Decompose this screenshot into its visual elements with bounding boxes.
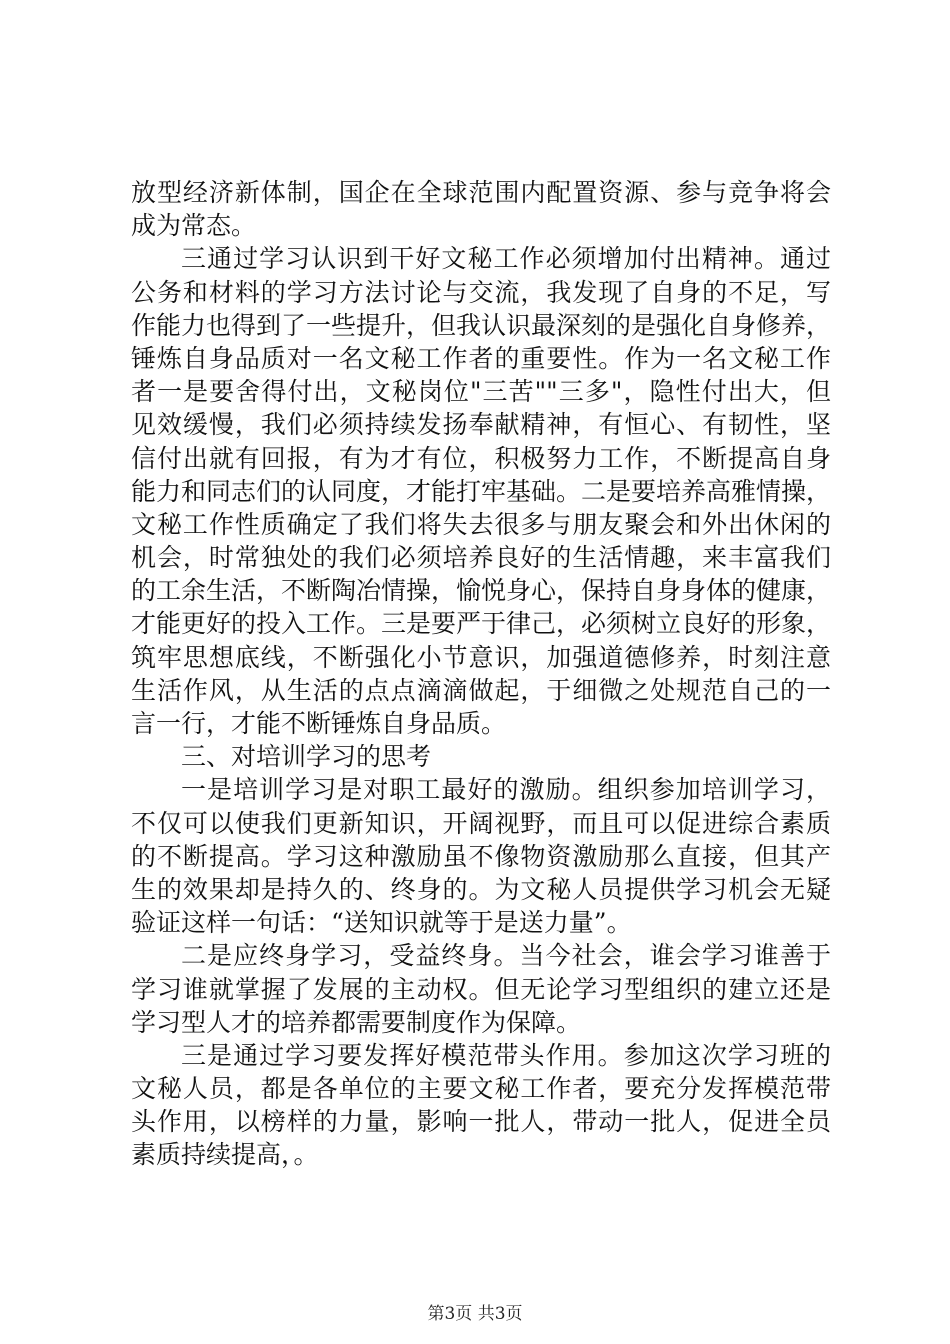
- text-line: 文秘人员，都是各单位的主要文秘工作者，要充分发挥模范带: [131, 1074, 831, 1104]
- text-line: 三通过学习认识到干好文秘工作必须增加付出精神。通过: [181, 244, 831, 274]
- text-line: 锤炼自身品质对一名文秘工作者的重要性。作为一名文秘工作: [131, 343, 831, 373]
- text-line: 学习谁就掌握了发展的主动权。但无论学习型组织的建立还是: [131, 974, 831, 1004]
- text-line: 头作用，以榜样的力量，影响一批人，带动一批人，促进全员: [131, 1107, 831, 1137]
- text-line: 公务和材料的学习方法讨论与交流，我发现了自身的不足，写: [131, 277, 831, 307]
- text-line: 筑牢思想底线，不断强化小节意识，加强道德修养，时刻注意: [131, 642, 831, 672]
- text-line: 放型经济新体制，国企在全球范围内配置资源、参与竞争将会: [131, 178, 831, 207]
- text-line: 的不断提高。学习这种激励虽不像物资激励那么直接，但其产: [131, 841, 831, 871]
- text-line: 信付出就有回报，有为才有位，积极努力工作，不断提高自身: [131, 443, 831, 473]
- page-footer: 第3页 共3页: [427, 1304, 523, 1324]
- text-line: 不仅可以使我们更新知识，开阔视野，而且可以促进综合素质: [131, 808, 831, 838]
- text-line: 才能更好的投入工作。三是要严于律己，必须树立良好的形象，: [131, 609, 832, 639]
- text-line: 文秘工作性质确定了我们将失去很多与朋友聚会和外出休闲的: [131, 509, 831, 539]
- text-line: 二是应终身学习，受益终身。当今社会，谁会学习谁善于: [181, 941, 831, 971]
- text-line: 的工余生活，不断陶冶情操，愉悦身心，保持自身身体的健康，: [131, 576, 832, 606]
- text-line: 三是通过学习要发挥好模范带头作用。参加这次学习班的: [181, 1040, 831, 1070]
- text-line: 素质持续提高，。: [131, 1140, 319, 1170]
- text-line: 言一行，才能不断锤炼自身品质。: [131, 709, 507, 738]
- text-line: 一是培训学习是对职工最好的激励。组织参加培训学习，: [181, 775, 831, 805]
- text-line: 者一是要舍得付出，文秘岗位"三苦""三多"，隐性付出大，但: [131, 377, 831, 407]
- text-line: 见效缓慢，我们必须持续发扬奉献精神，有恒心、有韧性，坚: [131, 410, 831, 440]
- text-line: 能力和同志们的认同度，才能打牢基础。二是要培养高雅情操，: [131, 476, 832, 506]
- text-line: 三、对培训学习的思考: [181, 742, 432, 772]
- text-line: 成为常态。: [131, 211, 257, 241]
- text-line: 学习型人才的培养都需要制度作为保障。: [131, 1007, 582, 1037]
- text-line: 机会，时常独处的我们必须培养良好的生活情趣，来丰富我们: [131, 543, 831, 573]
- text-line: 生活作风，从生活的点点滴滴做起，于细微之处规范自己的一: [131, 675, 831, 705]
- text-line: 作能力也得到了一些提升，但我认识最深刻的是强化自身修养，: [131, 310, 832, 340]
- document-body: [131, 176, 831, 1172]
- text-line: 生的效果却是持久的、终身的。为文秘人员提供学习机会无疑: [131, 874, 831, 904]
- text-line: 验证这样一句话：“送知识就等于是送力量”。: [131, 908, 632, 938]
